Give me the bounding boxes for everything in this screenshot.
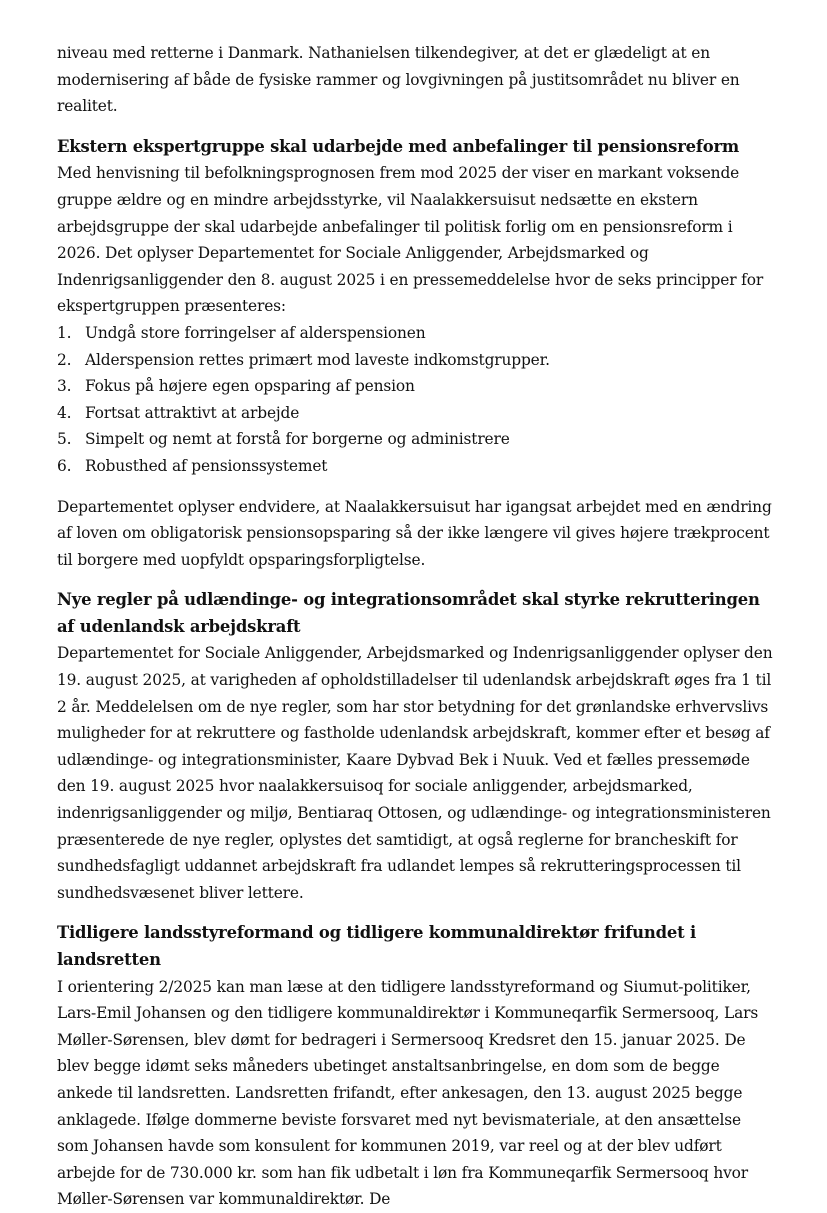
- section-body-pension: Med henvisning til befolkningsprognosen frem mod 2025 der viser en markant voksende gruppe ældre og en mindre arbejdsstyrke, vil Naalakkersuisut nedsætte en ekstern arbejdsgruppe der skal udarbejde anbefalinger til politisk forlig om en pensionsreform i 2026. Det oplyser Departementet for Sociale Anliggender, Arbejdsmarked og Indenrigsanliggender den 8. august 2025 i en pressemeddelelse hvor de seks principper for ekspertgruppen præsenteres:: [57, 164, 764, 316]
- list-text: Alderspension rettes primært mod laveste indkomstgrupper.: [85, 350, 550, 369]
- spacer: [57, 573, 773, 587]
- list-number: 1.: [57, 323, 72, 342]
- list-item: [57, 347, 773, 374]
- intro-paragraph: niveau med retterne i Danmark. Nathanielsen tilkendegiver, at det er glædeligt at en modernisering af både de fysiske rammer og lovgivningen på justitsområdet nu bliver en realitet.: [57, 44, 740, 116]
- list-item: [57, 426, 773, 453]
- list-number: 2.: [57, 350, 72, 369]
- list-number: 3.: [57, 377, 72, 396]
- list-text: Simpelt og nemt at forstå for borgerne og administrere: [85, 430, 510, 449]
- section-body-integration: Departementet for Sociale Anliggender, Arbejdsmarked og Indenrigsanliggender oplyser den 19. august 2025, at varigheden af opholdstilladelser til udenlandsk arbejdskraft øges fra 1 til 2 år. Meddelelsen om de nye regler, som har stor betydning for det grønlandske erhvervslivs muligheder for at rekruttere og fastholde udenlandsk arbejdskraft, kommer efter et besøg af udlændinge- og integrationsminister, Kaare Dybvad Bek i Nuuk. Ved et fælles pressemøde den 19. august 2025 hvor naalakkersuisoq for sociale anliggender, arbejdsmarked, indenrigsanliggender og miljø, Bentiaraq Ottosen, og udlændinge- og integrationsministeren præsenterede de nye regler, oplystes det samtidigt, at også reglerne for brancheskift for sundhedsfagligt uddannet arbejdskraft fra udlandet lempes så rekrutteringsprocessen til sundhedsvæsenet bliver lettere.: [57, 644, 773, 902]
- spacer: [57, 120, 773, 134]
- list-text: Fokus på højere egen opsparing af pension: [85, 377, 415, 396]
- list-item: [57, 453, 773, 480]
- list-text: Robusthed af pensionssystemet: [85, 456, 328, 475]
- list-number: 6.: [57, 456, 72, 475]
- section-heading-court: Tidligere landsstyreformand og tidligere kommunaldirektør frifundet i landsretten: [57, 923, 696, 969]
- principles-list: [57, 320, 773, 480]
- section-after-pension: Departementet oplyser endvidere, at Naalakkersuisut har igangsat arbejdet med en ændring af loven om obligatorisk pensionsopsparing så der ikke længere vil gives højere trækprocent til borgere med uopfyldt opsparingsforpligtelse.: [57, 497, 772, 569]
- list-text: Fortsat attraktivt at arbejde: [85, 403, 300, 422]
- spacer: [57, 906, 773, 920]
- list-number: 4.: [57, 403, 72, 422]
- spacer: [57, 480, 773, 494]
- document-page: [57, 40, 773, 1213]
- list-number: 5.: [57, 430, 72, 449]
- list-item: [57, 400, 773, 427]
- list-text: Undgå store forringelser af alderspensionen: [85, 323, 426, 342]
- section-body-court: I orientering 2/2025 kan man læse at den tidligere landsstyreformand og Siumut-politiker, Lars-Emil Johansen og den tidligere kommunaldirektør i Kommuneqarfik Sermersooq, Lars Møller-Sørensen, blev dømt for bedrageri i Sermersooq Kredsret den 15. januar 2025. De blev begge idømt seks måneders ubetinget anstaltsanbringelse, en dom som de begge ankede til landsretten. Landsretten frifandt, efter ankesagen, den 13. august 2025 begge anklagede. Ifølge dommerne beviste forsvaret med nyt bevismateriale, at den ansættelse som Johansen havde som konsulent for kommunen 2019, var reel og at der blev udført arbejde for de 730.000 kr. som han fik udbetalt i løn fra Kommuneqarfik Sermersooq hvor Møller-Sørensen var kommunaldirektør. De: [57, 977, 759, 1209]
- section-heading-integration: Nye regler på udlændinge- og integrationsområdet skal styrke rekrutteringen af udenlandsk arbejdskraft: [57, 590, 760, 636]
- list-item: [57, 373, 773, 400]
- list-item: [57, 320, 773, 347]
- section-heading-pension: Ekstern ekspertgruppe skal udarbejde med anbefalinger til pensionsreform: [57, 136, 740, 156]
